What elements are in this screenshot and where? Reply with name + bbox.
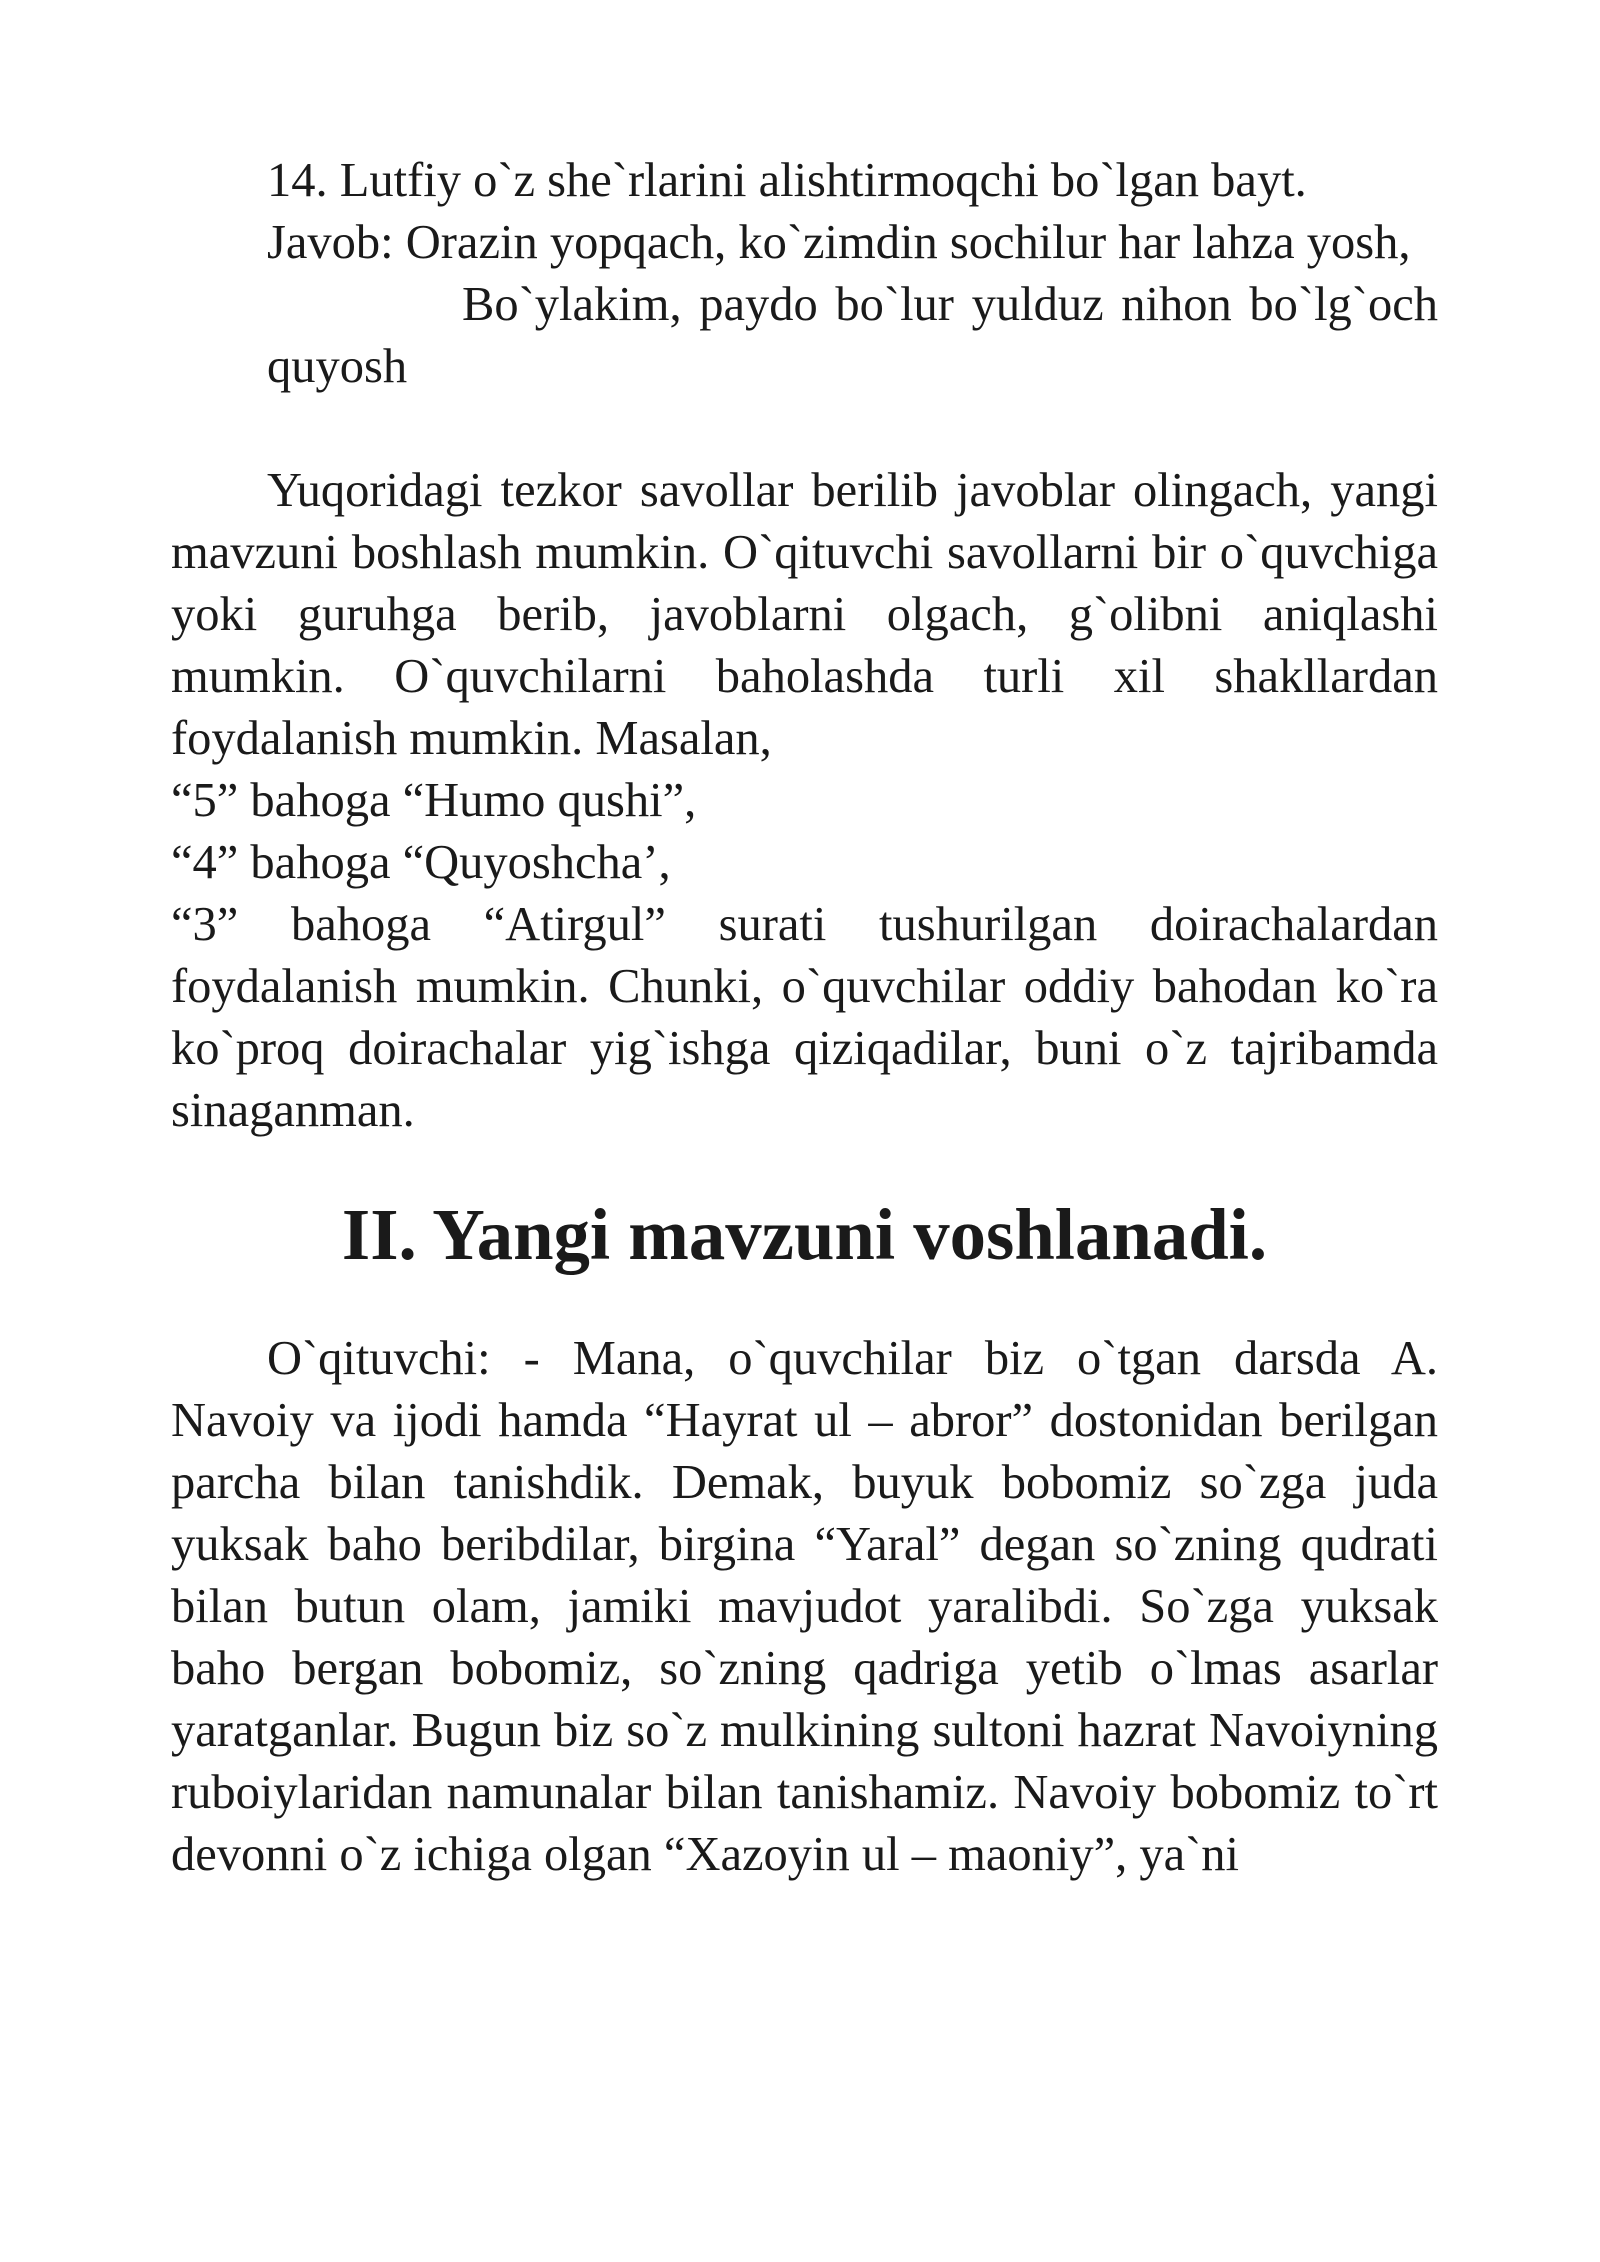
- question-text: 14. Lutfiy o`z she`rlarini alishtirmoqchi bo`lgan bayt.: [267, 154, 1307, 207]
- spacer: [171, 1266, 1438, 1328]
- paragraph-teacher: O`qituvchi: - Mana, o`quvchilar biz o`tgan darsda A. Navoiy va ijodi hamda “Hayrat ul – abror” dostonidan berilgan parcha bilan tanishdik. Demak, buyuk bobomiz so`zga juda yuksak baho beribdilar, birgina “Yaral” degan so`zning qudrati bilan butun olam, jamiki mavjudot yaralibdi. So`zga yuksak baho bergan bobomiz, so`zning qadriga yetib o`lmas asarlar yaratganlar. Bugun biz so`z mulkining sultoni hazrat Navoiyning ruboiylaridan namunalar bilan tanishamiz. Navoiy bobomiz to`rt devonni o`z ichiga olgan “Xazoyin ul – maoniy”, ya`ni: [171, 1332, 1438, 1881]
- answer-line-1: Javob: Orazin yopqach, ko`zimdin sochilur har lahza yosh,: [267, 216, 1411, 269]
- paragraph-intro: Yuqoridagi tezkor savollar berilib javoblar olingach, yangi mavzuni boshlash mumkin. O`qituvchi savollarni bir o`quvchiga yoki guruhga berib, javoblarni olgach, g`olibni aniqlashi mumkin. O`quvchilarni baholashda turli xil shakllardan foydalanish mumkin. Masalan,: [171, 464, 1438, 765]
- answer-block: [171, 212, 1438, 398]
- section-heading: II. Yangi mavzuni voshlanadi.: [341, 1194, 1268, 1275]
- document-page: [171, 150, 1438, 1886]
- grade-4-line: “4” bahoga “Quyoshcha’,: [171, 836, 671, 889]
- spacer: [171, 398, 1438, 460]
- question-item: [171, 150, 1438, 212]
- answer-line-2: Bo`ylakim, paydo bo`lur yulduz nihon bo`lg`och quyosh: [267, 278, 1438, 393]
- grade-3-paragraph: “3” bahoga “Atirgul” surati tushurilgan doirachalardan foydalanish mumkin. Chunki, o`quvchilar oddiy bahodan ko`ra ko`proq doirachalar yig`ishga qiziqadilar, buni o`z tajribamda sinaganman.: [171, 898, 1438, 1137]
- grade-5-line: “5” bahoga “Humo qushi”,: [171, 774, 697, 827]
